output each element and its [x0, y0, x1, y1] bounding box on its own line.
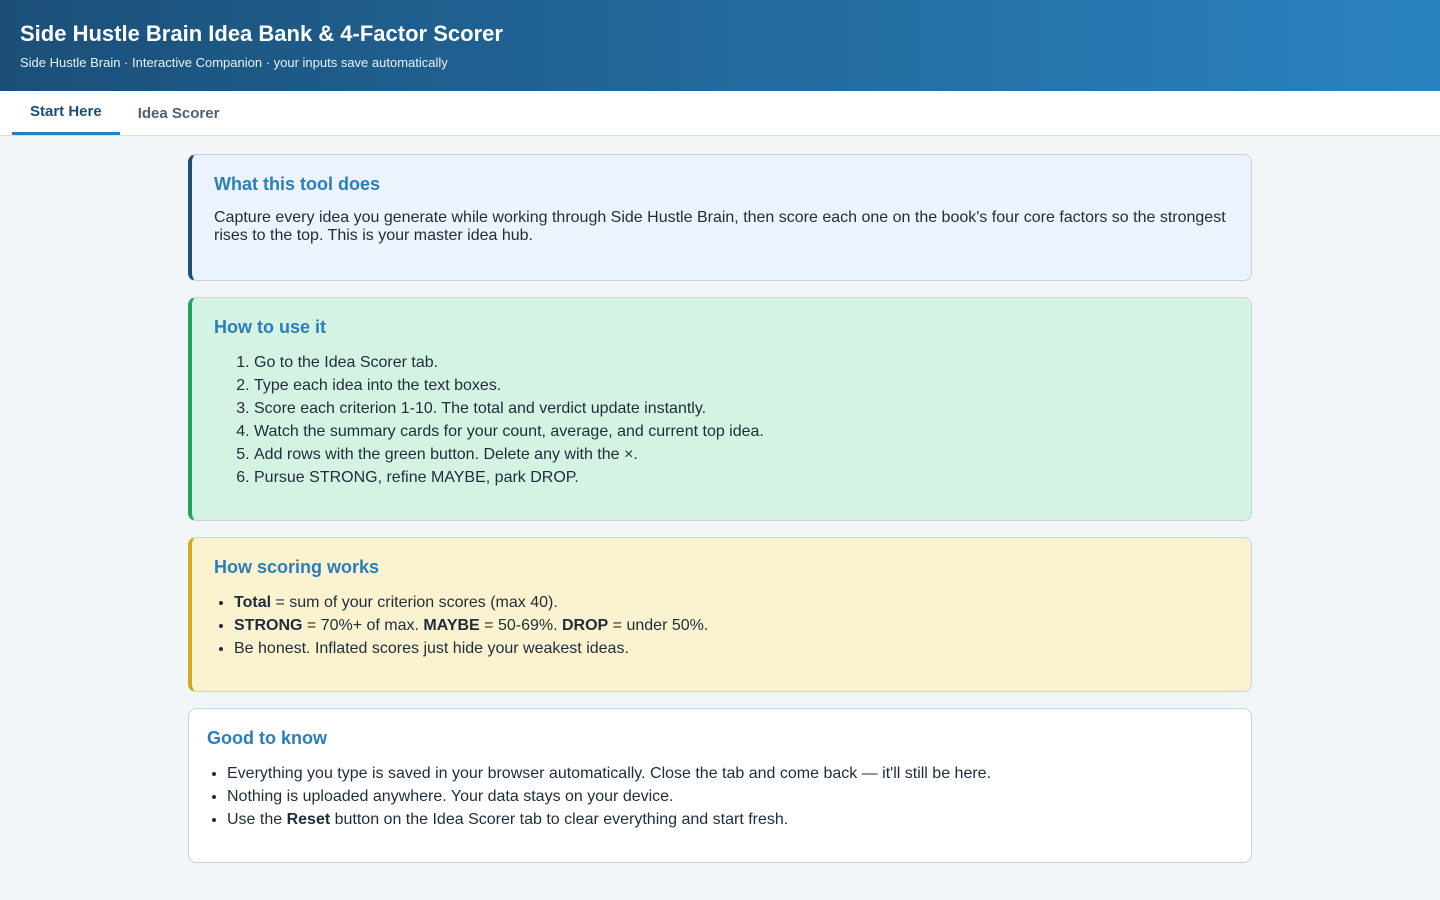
- page-title: Side Hustle Brain Idea Bank & 4-Factor Scorer: [20, 21, 503, 46]
- card-title: Good to know: [207, 728, 327, 748]
- drop-term: DROP: [562, 617, 609, 634]
- list-item: [234, 614, 1229, 637]
- list-item: [234, 591, 1229, 614]
- list-item: 3. Score each criterion 1-10. The total and verdict update instantly.: [254, 397, 1229, 420]
- tip-text: button on the Idea Scorer tab to clear everything and start fresh.: [330, 811, 789, 828]
- drop-desc: = under 50%.: [608, 617, 709, 634]
- list-item: 1. Go to the Idea Scorer tab.: [254, 351, 1229, 374]
- page-subtitle: Side Hustle Brain · Interactive Companion · your inputs save automatically: [20, 55, 448, 70]
- reset-term: Reset: [286, 811, 331, 828]
- list-item: • Everything you type is saved in your browser automatically. Close the tab and come back — it'll still be here.: [227, 762, 1229, 785]
- how-scoring-works-card: [188, 537, 1252, 692]
- list-item: 6. Pursue STRONG, refine MAYBE, park DROP.: [254, 466, 1229, 489]
- list-item: 4. Watch the summary cards for your count, average, and current top idea.: [254, 420, 1229, 443]
- card-title: How to use it: [214, 317, 326, 337]
- card-title: What this tool does: [214, 174, 380, 194]
- list-item: [227, 808, 1229, 831]
- list-item: 2. Type each idea into the text boxes.: [254, 374, 1229, 397]
- maybe-desc: = 50-69%.: [479, 617, 562, 634]
- good-to-know-card: [188, 708, 1252, 863]
- total-desc: = sum of your criterion scores (max 40).: [271, 594, 558, 611]
- app-header: [0, 0, 1440, 91]
- list-item: 5. Add rows with the green button. Delete any with the ×.: [254, 443, 1229, 466]
- strong-desc: = 70%+ of max.: [302, 617, 424, 634]
- steps-list: [214, 351, 1229, 489]
- tip-text: Use the: [227, 811, 287, 828]
- list-item: • Be honest. Inflated scores just hide your weakest ideas.: [234, 637, 1229, 660]
- total-term: Total: [234, 594, 272, 611]
- how-to-use-card: [188, 297, 1252, 521]
- tab-idea-scorer[interactable]: Idea Scorer: [137, 104, 220, 122]
- what-this-tool-does-card: [188, 154, 1252, 281]
- list-item: • Nothing is uploaded anywhere. Your data stays on your device.: [227, 785, 1229, 808]
- strong-term: STRONG: [234, 617, 303, 634]
- tab-bar: [0, 91, 1440, 136]
- tips-list: [207, 762, 1229, 831]
- maybe-term: MAYBE: [423, 617, 480, 634]
- card-title: How scoring works: [214, 557, 380, 577]
- tab-start-here[interactable]: Start Here: [12, 91, 120, 135]
- scoring-list: [214, 591, 1229, 660]
- card-body: Capture every idea you generate while working through Side Hustle Brain, then score each one on the book's four core factors so the strongest rises to the top. This is your master idea hub.: [214, 209, 1226, 244]
